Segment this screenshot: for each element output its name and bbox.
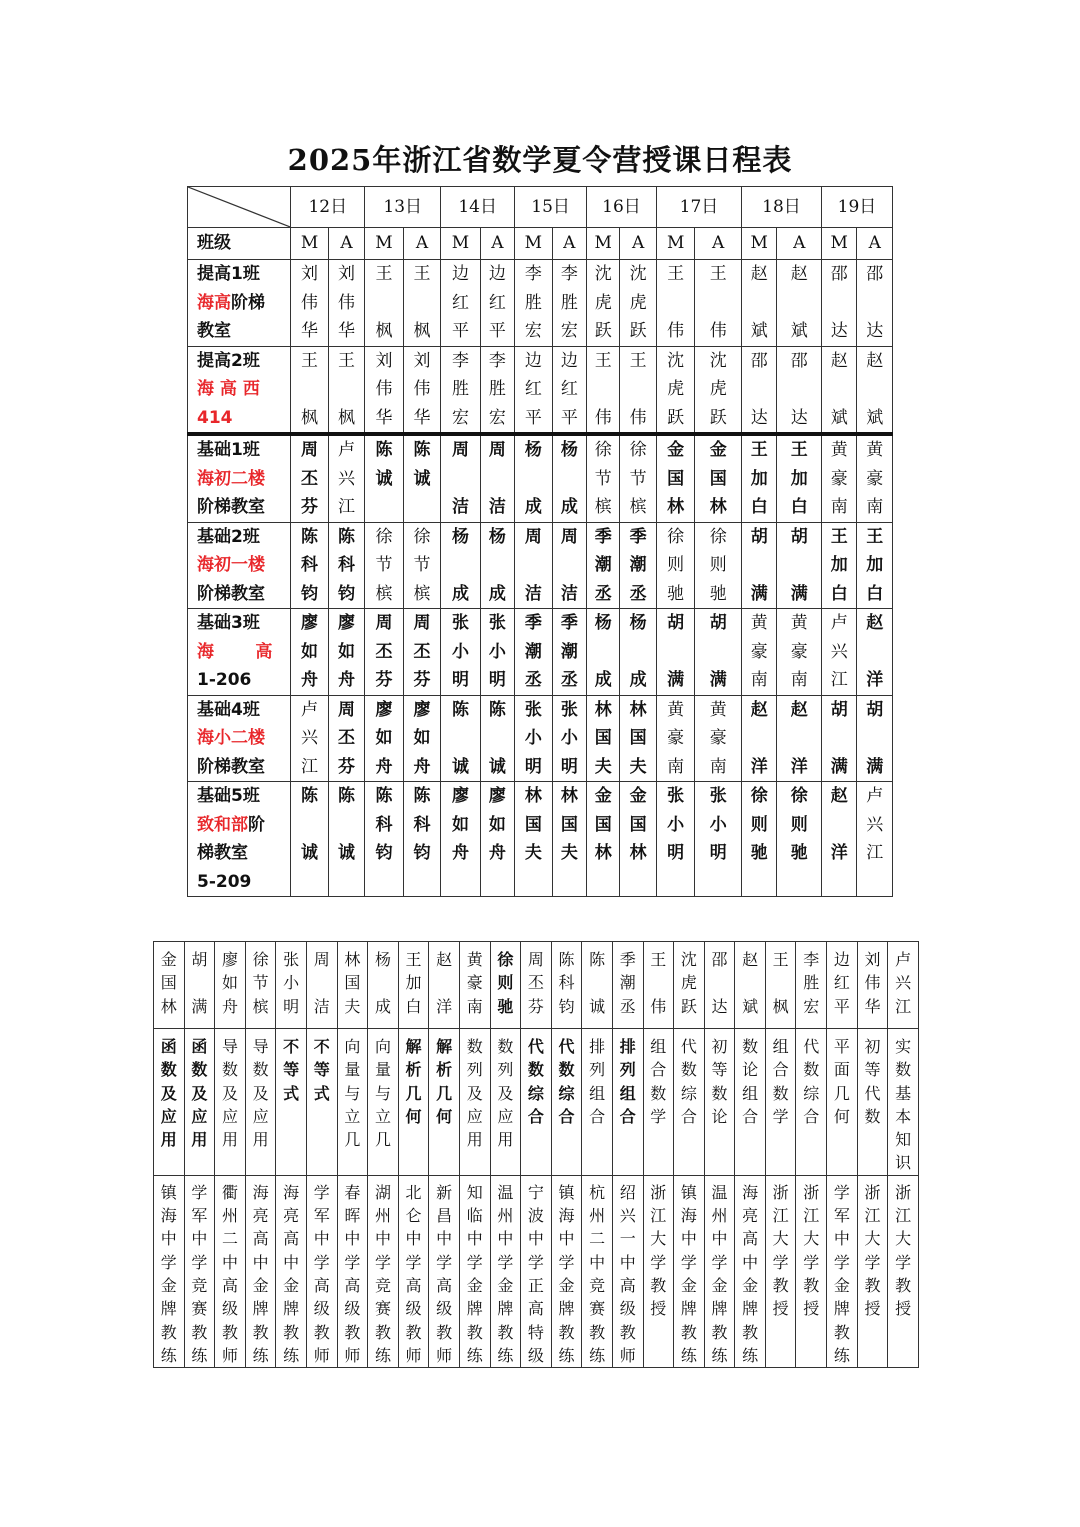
teacher-cell: 廖 如 舟 xyxy=(328,609,364,696)
teacher-cell: 刘 伟 华 xyxy=(365,346,403,434)
class-label-line xyxy=(197,551,290,580)
session-header: M xyxy=(515,228,552,260)
teacher-table xyxy=(153,941,919,1368)
teacher-cell: 徐 则 驰 xyxy=(777,782,822,897)
session-header-row xyxy=(188,228,893,260)
schedule-table xyxy=(187,186,893,897)
teacher-name: 徐 节 槟 xyxy=(245,942,276,1029)
diagonal-corner-cell xyxy=(188,187,291,228)
teacher-cell: 王 枫 xyxy=(403,260,440,347)
teacher-topic: 解 析 几 何 xyxy=(398,1029,429,1176)
class-label xyxy=(188,434,291,522)
teacher-name: 季 潮 丞 xyxy=(612,942,643,1029)
teacher-cell: 黄 豪 南 xyxy=(656,695,694,782)
teacher-cell: 林 国 夫 xyxy=(552,782,586,897)
teacher-org: 杭 州 二 中 竞 赛 教 练 xyxy=(582,1175,613,1367)
class-label-line xyxy=(197,523,290,552)
teacher-org: 衢 州 二 中 高 级 教 师 xyxy=(215,1175,246,1367)
teacher-cell: 王 枫 xyxy=(328,346,364,434)
class-label xyxy=(188,695,291,782)
teacher-name: 边 红 平 xyxy=(827,942,858,1029)
teacher-cell: 陈 诚 xyxy=(291,782,328,897)
teacher-cell: 边 红 平 xyxy=(441,260,480,347)
class-label-line xyxy=(197,782,290,811)
teacher-cell: 边 红 平 xyxy=(515,346,552,434)
teacher-cell: 黄 豪 南 xyxy=(821,434,856,522)
teacher-cell: 季 潮 丞 xyxy=(552,609,586,696)
teacher-org: 镇 海 中 学 金 牌 教 练 xyxy=(154,1175,185,1367)
teacher-cell: 金 国 林 xyxy=(695,434,742,522)
teacher-cell: 徐 节 槟 xyxy=(620,434,656,522)
teacher-cell: 卢 兴 江 xyxy=(821,609,856,696)
teacher-cell: 周 丕 芬 xyxy=(328,695,364,782)
teacher-topic: 数 列 及 应 用 xyxy=(490,1029,521,1176)
session-header: M xyxy=(441,228,480,260)
teacher-cell: 赵 斌 xyxy=(741,260,776,347)
teacher-name-row xyxy=(154,942,919,1029)
teacher-cell: 杨 成 xyxy=(441,522,480,609)
teacher-org: 海 亮 高 中 金 牌 教 练 xyxy=(245,1175,276,1367)
teacher-cell: 胡 满 xyxy=(656,609,694,696)
teacher-cell: 徐 则 驰 xyxy=(695,522,742,609)
teacher-cell: 卢 兴 江 xyxy=(328,434,364,522)
teacher-name: 黄 豪 南 xyxy=(459,942,490,1029)
page-title: 2025年浙江省数学夏令营授课日程表 xyxy=(287,143,793,177)
teacher-org: 学 军 中 学 竞 赛 教 练 xyxy=(184,1175,215,1367)
venue-text: 致和部 xyxy=(197,814,248,835)
day-header: 19日 xyxy=(821,187,892,228)
teacher-cell: 王 加 白 xyxy=(857,522,893,609)
teacher-cell: 卢 兴 江 xyxy=(857,782,893,897)
teacher-cell: 沈 虎 跃 xyxy=(695,346,742,434)
teacher-cell: 张 小 明 xyxy=(515,695,552,782)
class-label-line xyxy=(197,260,290,289)
class-label xyxy=(188,522,291,609)
teacher-cell: 廖 如 舟 xyxy=(441,782,480,897)
venue-text: 海 高 xyxy=(197,641,273,662)
teacher-cell: 陈 诚 xyxy=(403,434,440,522)
teacher-org: 温 州 中 学 金 牌 教 练 xyxy=(704,1175,735,1367)
session-header: A xyxy=(777,228,822,260)
teacher-topic: 数 论 组 合 xyxy=(735,1029,766,1176)
class-label-line xyxy=(197,811,290,840)
teacher-cell: 陈 科 钧 xyxy=(328,522,364,609)
teacher-cell: 杨 成 xyxy=(480,522,514,609)
teacher-org: 浙 江 大 学 教 授 xyxy=(857,1175,888,1367)
teacher-name: 金 国 林 xyxy=(154,942,185,1029)
class-label-line xyxy=(197,436,290,465)
session-header: A xyxy=(552,228,586,260)
teacher-cell: 卢 兴 江 xyxy=(291,695,328,782)
class-row xyxy=(188,260,893,347)
teacher-name: 胡 满 xyxy=(184,942,215,1029)
teacher-cell: 杨 成 xyxy=(515,434,552,522)
teacher-cell: 胡 满 xyxy=(741,522,776,609)
teacher-cell: 李 胜 宏 xyxy=(441,346,480,434)
teacher-topic: 代 数 综 合 xyxy=(551,1029,582,1176)
teacher-topic: 组 合 数 学 xyxy=(765,1029,796,1176)
teacher-cell: 王 伟 xyxy=(587,346,620,434)
teacher-cell: 廖 如 舟 xyxy=(403,695,440,782)
teacher-cell: 王 加 白 xyxy=(741,434,776,522)
session-header: A xyxy=(695,228,742,260)
class-row xyxy=(188,346,893,434)
teacher-org: 宁 波 中 学 正 高 特 级 xyxy=(521,1175,552,1367)
teacher-org: 浙 江 大 学 教 授 xyxy=(765,1175,796,1367)
teacher-org: 绍 兴 一 中 高 级 教 师 xyxy=(612,1175,643,1367)
class-label xyxy=(188,346,291,434)
teacher-org: 镇 海 中 学 金 牌 教 练 xyxy=(551,1175,582,1367)
class-label xyxy=(188,260,291,347)
teacher-org: 温 州 中 学 金 牌 教 练 xyxy=(490,1175,521,1367)
class-text: 教室 xyxy=(197,321,231,341)
class-label-line xyxy=(197,347,290,376)
teacher-topic: 排 列 组 合 xyxy=(612,1029,643,1176)
teacher-cell: 边 红 平 xyxy=(552,346,586,434)
class-label-line xyxy=(197,839,290,868)
teacher-cell: 林 国 夫 xyxy=(515,782,552,897)
teacher-org: 镇 海 中 学 金 牌 教 练 xyxy=(674,1175,705,1367)
class-text: 阶梯教室 xyxy=(197,497,265,517)
teacher-cell: 黄 豪 南 xyxy=(695,695,742,782)
teacher-name: 李 胜 宏 xyxy=(796,942,827,1029)
teacher-org: 浙 江 大 学 教 授 xyxy=(796,1175,827,1367)
class-label-line xyxy=(197,465,290,494)
teacher-cell: 季 潮 丞 xyxy=(515,609,552,696)
teacher-topic: 向 量 与 立 几 xyxy=(337,1029,368,1176)
class-row xyxy=(188,434,893,522)
teacher-cell: 徐 则 驰 xyxy=(656,522,694,609)
teacher-cell: 王 枫 xyxy=(291,346,328,434)
teacher-topic: 组 合 数 学 xyxy=(643,1029,674,1176)
teacher-name: 陈 科 钧 xyxy=(551,942,582,1029)
teacher-name: 陈 诚 xyxy=(582,942,613,1029)
teacher-cell: 周 洁 xyxy=(480,434,514,522)
class-label-line xyxy=(197,493,290,522)
teacher-name: 杨 成 xyxy=(368,942,399,1029)
day-header: 16日 xyxy=(587,187,657,228)
teacher-topic: 函 数 及 应 用 xyxy=(154,1029,185,1176)
teacher-cell: 陈 诚 xyxy=(441,695,480,782)
class-row xyxy=(188,782,893,897)
class-text: 阶梯 xyxy=(231,292,265,313)
teacher-name: 卢 兴 江 xyxy=(888,942,919,1029)
teacher-cell: 陈 科 钧 xyxy=(291,522,328,609)
teacher-cell: 赵 斌 xyxy=(777,260,822,347)
teacher-cell: 沈 虎 跃 xyxy=(656,346,694,434)
teacher-cell: 赵 洋 xyxy=(777,695,822,782)
session-header: M xyxy=(587,228,620,260)
teacher-cell: 张 小 明 xyxy=(480,609,514,696)
class-label-line xyxy=(197,289,290,318)
teacher-org: 浙 江 大 学 教 授 xyxy=(643,1175,674,1367)
teacher-org: 学 军 中 学 高 级 教 师 xyxy=(306,1175,337,1367)
teacher-name: 王 伟 xyxy=(643,942,674,1029)
teacher-org: 北 仑 中 学 高 级 教 师 xyxy=(398,1175,429,1367)
teacher-cell: 胡 满 xyxy=(857,695,893,782)
teacher-name: 赵 洋 xyxy=(429,942,460,1029)
teacher-topic: 代 数 综 合 xyxy=(674,1029,705,1176)
teacher-cell: 徐 节 槟 xyxy=(365,522,403,609)
teacher-cell: 周 丕 芬 xyxy=(365,609,403,696)
teacher-cell: 王 伟 xyxy=(656,260,694,347)
teacher-cell: 赵 洋 xyxy=(821,782,856,897)
teacher-cell: 李 胜 宏 xyxy=(480,346,514,434)
teacher-cell: 王 伟 xyxy=(695,260,742,347)
teacher-topic: 排 列 组 合 xyxy=(582,1029,613,1176)
teacher-cell: 金 国 林 xyxy=(620,782,656,897)
teacher-cell: 赵 洋 xyxy=(741,695,776,782)
teacher-org: 新 昌 中 学 高 级 教 师 xyxy=(429,1175,460,1367)
teacher-name: 林 国 夫 xyxy=(337,942,368,1029)
teacher-name: 张 小 明 xyxy=(276,942,307,1029)
teacher-name: 沈 虎 跃 xyxy=(674,942,705,1029)
session-header: A xyxy=(620,228,656,260)
teacher-cell: 邵 达 xyxy=(821,260,856,347)
teacher-org: 知 临 中 学 金 牌 教 练 xyxy=(459,1175,490,1367)
teacher-cell: 赵 洋 xyxy=(857,609,893,696)
teacher-cell: 廖 如 舟 xyxy=(365,695,403,782)
session-header: A xyxy=(403,228,440,260)
teacher-cell: 林 国 夫 xyxy=(587,695,620,782)
teacher-cell: 金 国 林 xyxy=(656,434,694,522)
teacher-org: 浙 江 大 学 教 授 xyxy=(888,1175,919,1367)
class-label xyxy=(188,609,291,696)
teacher-cell: 刘 伟 华 xyxy=(403,346,440,434)
teacher-cell: 杨 成 xyxy=(620,609,656,696)
teacher-cell: 邵 达 xyxy=(857,260,893,347)
class-label-line xyxy=(197,638,290,667)
teacher-cell: 王 枫 xyxy=(365,260,403,347)
teacher-org: 湖 州 中 学 竞 赛 教 练 xyxy=(368,1175,399,1367)
class-row xyxy=(188,609,893,696)
class-text: 基础2班 xyxy=(197,526,260,547)
session-header: M xyxy=(291,228,328,260)
class-row xyxy=(188,522,893,609)
session-header: M xyxy=(365,228,403,260)
class-label-line xyxy=(197,753,290,782)
class-label-line xyxy=(197,404,290,433)
class-text: 基础5班 xyxy=(197,786,260,806)
venue-text: 414 xyxy=(197,407,233,428)
teacher-cell: 胡 满 xyxy=(695,609,742,696)
teacher-cell: 陈 诚 xyxy=(480,695,514,782)
teacher-org: 海 亮 高 中 金 牌 教 练 xyxy=(735,1175,766,1367)
teacher-name: 周 丕 芬 xyxy=(521,942,552,1029)
teacher-cell: 胡 满 xyxy=(777,522,822,609)
class-header: 班级 xyxy=(188,228,291,260)
teacher-name: 廖 如 舟 xyxy=(215,942,246,1029)
teacher-topic: 平 面 几 何 xyxy=(827,1029,858,1176)
teacher-org-row xyxy=(154,1175,919,1367)
teacher-org: 春 晖 中 学 高 级 教 师 xyxy=(337,1175,368,1367)
teacher-org: 学 军 中 学 金 牌 教 练 xyxy=(827,1175,858,1367)
teacher-topic: 向 量 与 立 几 xyxy=(368,1029,399,1176)
teacher-topic-row xyxy=(154,1029,919,1176)
teacher-cell: 徐 则 驰 xyxy=(741,782,776,897)
teacher-cell: 黄 豪 南 xyxy=(857,434,893,522)
teacher-topic: 不 等 式 xyxy=(276,1029,307,1176)
teacher-cell: 周 洁 xyxy=(515,522,552,609)
class-text: 5-209 xyxy=(197,871,252,892)
teacher-cell: 周 丕 芬 xyxy=(291,434,328,522)
venue-text: 海 高 西 xyxy=(197,379,260,399)
teacher-topic: 初 等 代 数 xyxy=(857,1029,888,1176)
teacher-topic: 导 数 及 应 用 xyxy=(215,1029,246,1176)
teacher-topic: 函 数 及 应 用 xyxy=(184,1029,215,1176)
teacher-cell: 张 小 明 xyxy=(695,782,742,897)
teacher-cell: 刘 伟 华 xyxy=(328,260,364,347)
venue-text: 海初二楼 xyxy=(197,468,265,489)
teacher-topic: 导 数 及 应 用 xyxy=(245,1029,276,1176)
teacher-topic: 数 列 及 应 用 xyxy=(459,1029,490,1176)
teacher-cell: 张 小 明 xyxy=(441,609,480,696)
teacher-name: 王 加 白 xyxy=(398,942,429,1029)
venue-text: 海小二楼 xyxy=(197,728,265,748)
teacher-cell: 杨 成 xyxy=(587,609,620,696)
class-text: 阶梯教室 xyxy=(197,756,265,777)
day-header: 17日 xyxy=(656,187,741,228)
teacher-cell: 赵 斌 xyxy=(821,346,856,434)
class-label-line xyxy=(197,666,290,695)
class-label-line xyxy=(197,696,290,725)
teacher-cell: 王 加 白 xyxy=(777,434,822,522)
class-label-line xyxy=(197,609,290,638)
teacher-cell: 邵 达 xyxy=(741,346,776,434)
teacher-cell: 季 潮 丞 xyxy=(620,522,656,609)
teacher-cell: 杨 成 xyxy=(552,434,586,522)
class-label-line xyxy=(197,868,290,897)
session-header: A xyxy=(328,228,364,260)
teacher-cell: 沈 虎 跃 xyxy=(587,260,620,347)
teacher-cell: 赵 斌 xyxy=(857,346,893,434)
class-text: 基础1班 xyxy=(197,440,260,460)
day-header: 12日 xyxy=(291,187,365,228)
session-header: A xyxy=(480,228,514,260)
teacher-cell: 张 小 明 xyxy=(552,695,586,782)
class-text: 基础3班 xyxy=(197,613,260,633)
teacher-cell: 陈 诚 xyxy=(328,782,364,897)
teacher-topic: 代 数 综 合 xyxy=(521,1029,552,1176)
teacher-cell: 黄 豪 南 xyxy=(741,609,776,696)
teacher-topic: 不 等 式 xyxy=(306,1029,337,1176)
teacher-cell: 季 潮 丞 xyxy=(587,522,620,609)
teacher-cell: 陈 科 钧 xyxy=(365,782,403,897)
teacher-name: 赵 斌 xyxy=(735,942,766,1029)
teacher-cell: 廖 如 舟 xyxy=(480,782,514,897)
teacher-cell: 张 小 明 xyxy=(656,782,694,897)
teacher-cell: 周 洁 xyxy=(552,522,586,609)
teacher-cell: 王 加 白 xyxy=(821,522,856,609)
teacher-cell: 边 红 平 xyxy=(480,260,514,347)
teacher-cell: 胡 满 xyxy=(821,695,856,782)
teacher-cell: 黄 豪 南 xyxy=(777,609,822,696)
class-row xyxy=(188,695,893,782)
teacher-cell: 林 国 夫 xyxy=(620,695,656,782)
teacher-name: 王 枫 xyxy=(765,942,796,1029)
day-header: 14日 xyxy=(441,187,515,228)
day-header: 15日 xyxy=(515,187,587,228)
class-text: 基础4班 xyxy=(197,699,260,720)
session-header: M xyxy=(821,228,856,260)
class-label-line xyxy=(197,375,290,404)
class-label-line xyxy=(197,580,290,609)
teacher-topic: 实 数 基 本 知 识 xyxy=(888,1029,919,1176)
session-header: M xyxy=(741,228,776,260)
class-text: 提高2班 xyxy=(197,350,260,371)
venue-text: 海初一楼 xyxy=(197,555,265,575)
teacher-cell: 陈 诚 xyxy=(365,434,403,522)
teacher-cell: 徐 节 槟 xyxy=(587,434,620,522)
teacher-cell: 廖 如 舟 xyxy=(291,609,328,696)
class-label-line xyxy=(197,317,290,346)
class-label xyxy=(188,782,291,897)
class-text: 提高1班 xyxy=(197,264,260,284)
day-header-row xyxy=(188,187,893,228)
teacher-cell: 刘 伟 华 xyxy=(291,260,328,347)
teacher-name: 徐 则 驰 xyxy=(490,942,521,1029)
day-header: 18日 xyxy=(741,187,821,228)
teacher-cell: 金 国 林 xyxy=(587,782,620,897)
teacher-cell: 沈 虎 跃 xyxy=(620,260,656,347)
teacher-cell: 陈 科 钧 xyxy=(403,782,440,897)
teacher-cell: 徐 节 槟 xyxy=(403,522,440,609)
teacher-topic: 解 析 几 何 xyxy=(429,1029,460,1176)
class-text: 1-206 xyxy=(197,670,252,690)
class-label-line xyxy=(197,724,290,753)
teacher-topic: 初 等 数 论 xyxy=(704,1029,735,1176)
venue-text: 海高 xyxy=(197,292,231,313)
teacher-cell: 邵 达 xyxy=(777,346,822,434)
session-header: M xyxy=(656,228,694,260)
session-header: A xyxy=(857,228,893,260)
teacher-cell: 李 胜 宏 xyxy=(515,260,552,347)
class-text: 阶 xyxy=(248,814,265,835)
teacher-name: 刘 伟 华 xyxy=(857,942,888,1029)
teacher-cell: 李 胜 宏 xyxy=(552,260,586,347)
teacher-cell: 王 伟 xyxy=(620,346,656,434)
class-text: 阶梯教室 xyxy=(197,583,265,604)
teacher-topic: 代 数 综 合 xyxy=(796,1029,827,1176)
teacher-name: 周 洁 xyxy=(306,942,337,1029)
class-text: 梯教室 xyxy=(197,843,248,863)
teacher-name: 邵 达 xyxy=(704,942,735,1029)
teacher-cell: 周 丕 芬 xyxy=(403,609,440,696)
teacher-cell: 周 洁 xyxy=(441,434,480,522)
teacher-org: 海 亮 高 中 金 牌 教 练 xyxy=(276,1175,307,1367)
day-header: 13日 xyxy=(365,187,441,228)
